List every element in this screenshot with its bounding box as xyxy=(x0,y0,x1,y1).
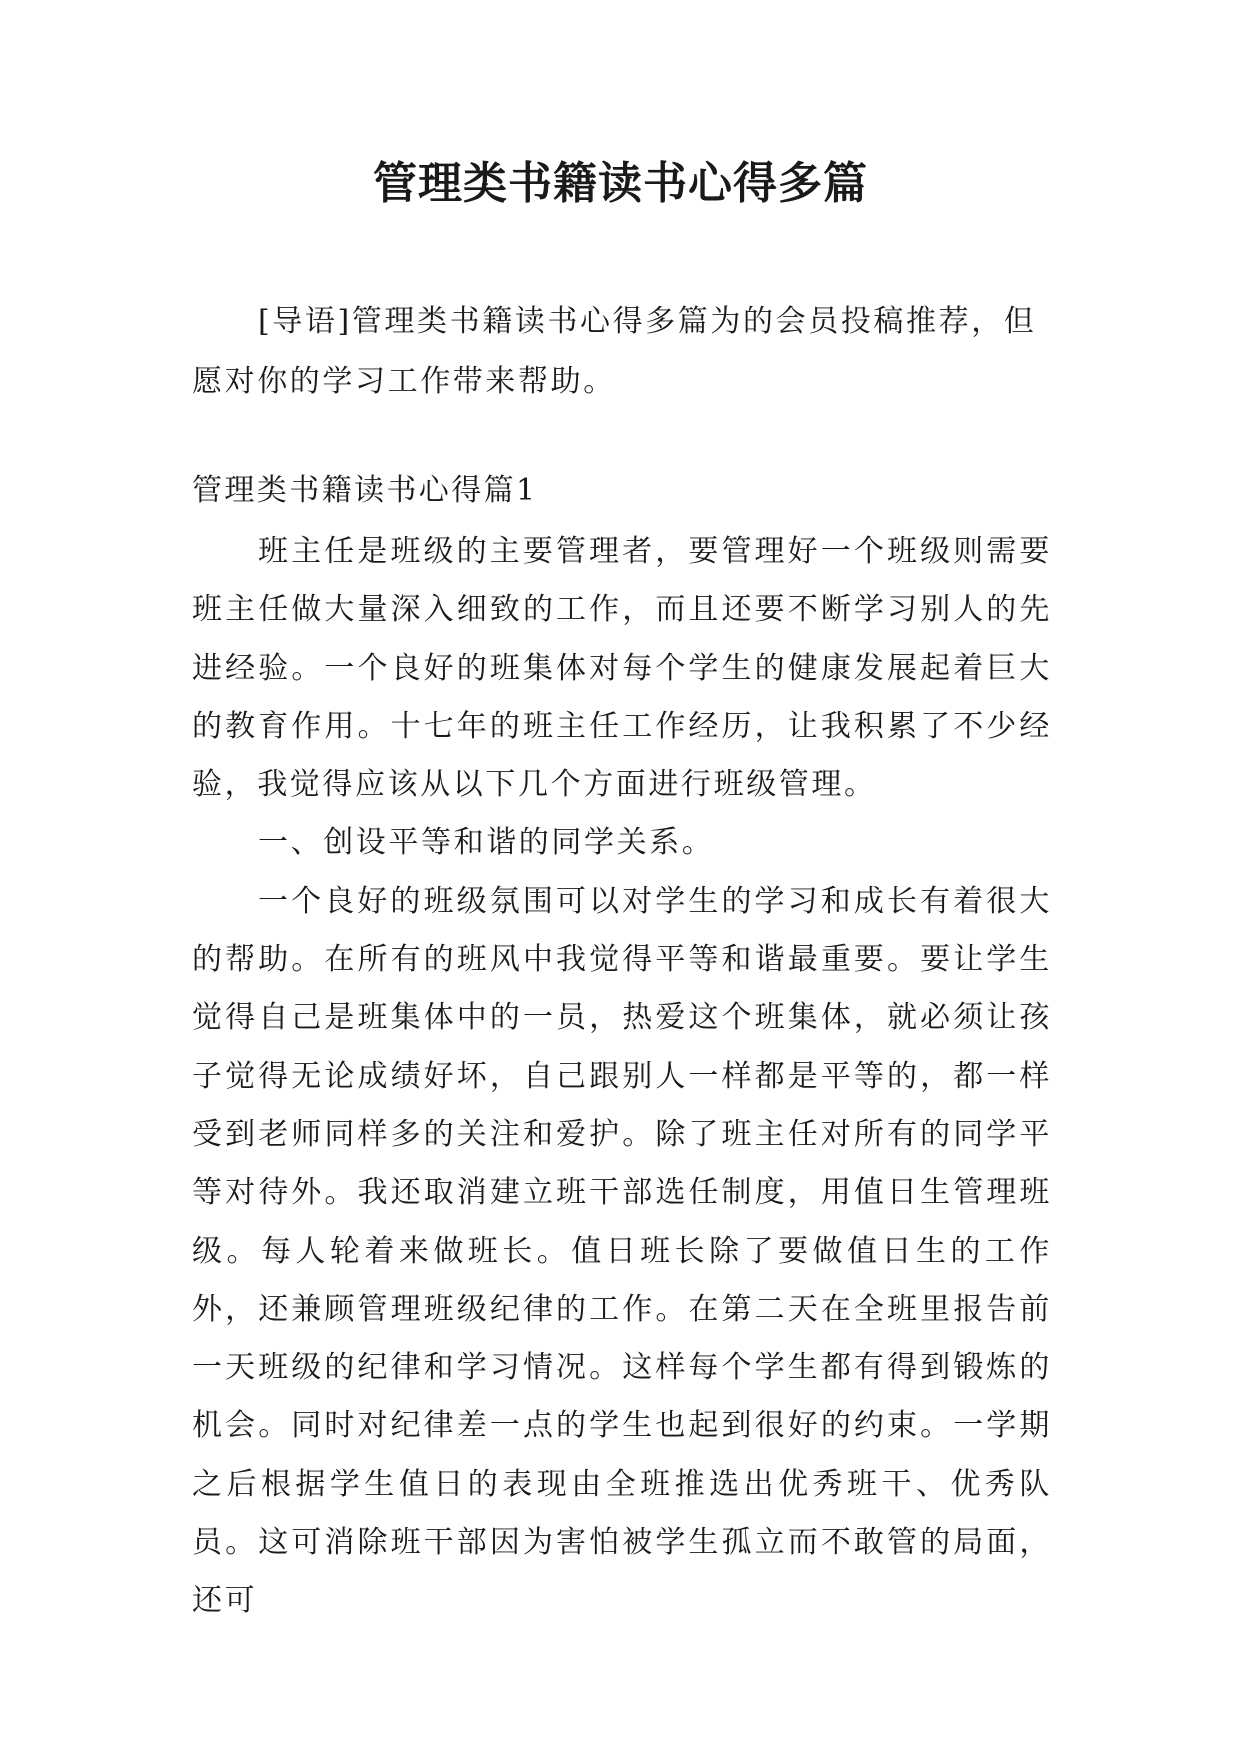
section-heading: 管理类书籍读书心得篇1 xyxy=(192,473,538,508)
body-paragraph: 一个良好的班级氛围可以对学生的学习和成长有着很大的帮助。在所有的班风中我觉得平等和谐最重要。要让学生觉得自己是班集体中的一员，热爱这个班集体，就必须让孩子觉得无论成绩好坏，自己跟别人一样都是平等的，都一样受到老师同样多的关注和爱护。除了班主任对所有的同学平等对待外。我还取消建立班干部选任制度，用值日生管理班级。每人轮着来做班长。值日班长除了要做值日生的工作外，还兼顾管理班级纪律的工作。在第二天在全班里报告前一天班级的纪律和学习情况。这样每个学生都有得到锻炼的机会。同时对纪律差一点的学生也起到很好的约束。一学期之后根据学生值日的表现由全班推选出优秀班干、优秀队员。这可消除班干部因为害怕被学生孤立而不敢管的局面，还可 xyxy=(192,883,1052,1619)
body-paragraph: 班主任是班级的主要管理者，要管理好一个班级则需要班主任做大量深入细致的工作，而且还要不断学习别人的先进经验。一个良好的班集体对每个学生的健康发展起着巨大的教育作用。十七年的班主任工作经历，让我积累了不少经验，我觉得应该从以下几个方面进行班级管理。 xyxy=(192,534,1052,803)
intro-paragraph: [导语]管理类书籍读书心得多篇为的会员投稿推荐，但愿对你的学习工作带来帮助。 xyxy=(192,304,1037,399)
body-paragraph: 一、创设平等和谐的同学关系。 xyxy=(258,825,715,861)
section-body xyxy=(192,523,1052,1631)
document-title: 管理类书籍读书心得多篇 xyxy=(373,158,868,209)
